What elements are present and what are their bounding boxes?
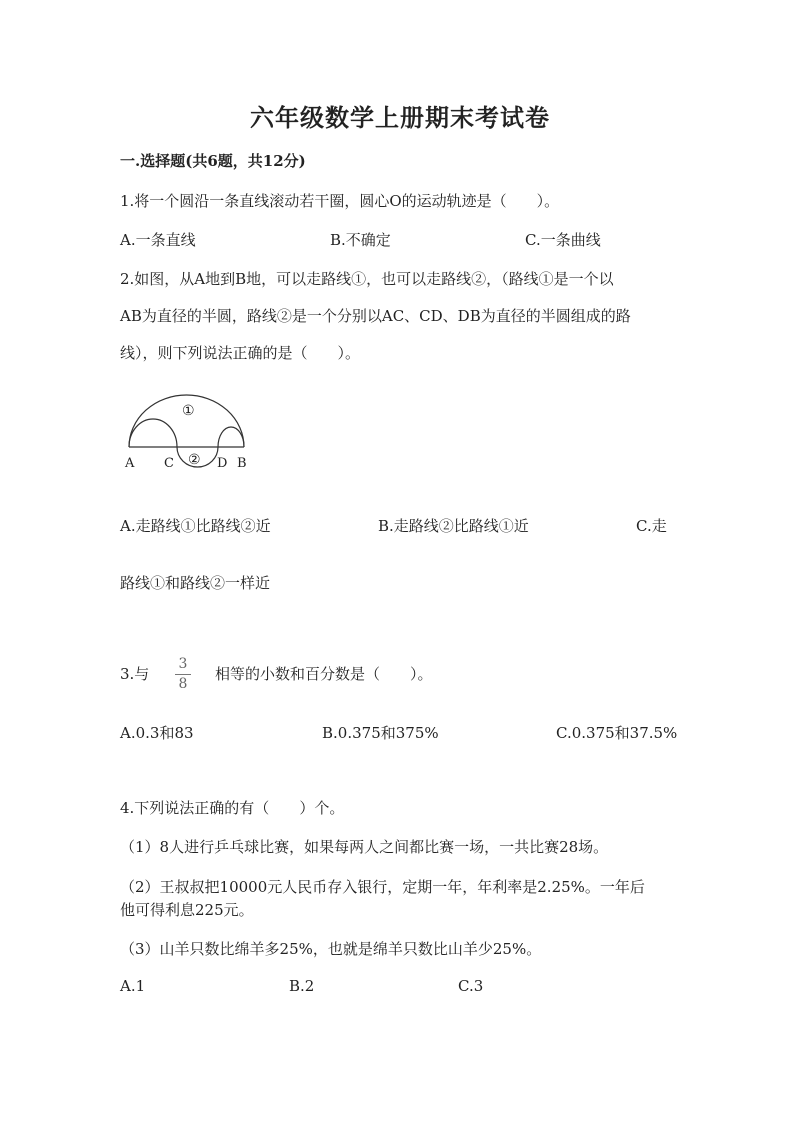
question-4-statement-2: （2）王叔叔把10000元人民币存入银行，定期一年，年利率是2.25%。一年后 bbox=[120, 878, 645, 896]
question-3-suffix: 相等的小数和百分数是（ ）。 bbox=[215, 665, 433, 683]
point-d-label: D bbox=[217, 456, 228, 471]
page-title: 六年级数学上册期末考试卷 bbox=[250, 103, 550, 132]
fraction-three-eighths bbox=[175, 656, 191, 693]
question-4-statement-1: （1）8人进行乒乓球比赛，如果每两人之间都比赛一场，一共比赛28场。 bbox=[120, 838, 609, 856]
question-2-option-c-continued: 路线①和路线②一样近 bbox=[120, 574, 271, 592]
section-heading: 一.选择题(共6题，共12分) bbox=[120, 152, 306, 170]
route-2-arc-ac bbox=[129, 419, 177, 447]
point-b-label: B bbox=[237, 456, 247, 471]
question-2-stem-line-2: AB为直径的半圆，路线②是一个分别以AC、CD、DB为直径的半圆组成的路 bbox=[120, 307, 631, 325]
point-c-label: C bbox=[164, 456, 174, 471]
point-a-label: A bbox=[125, 456, 135, 471]
question-4-option-a: A.1 bbox=[120, 977, 146, 995]
question-4-option-b: B.2 bbox=[289, 977, 315, 995]
question-4-stem: 4.下列说法正确的有（ ）个。 bbox=[120, 799, 345, 817]
question-4-statement-2-continued: 他可得利息225元。 bbox=[120, 901, 254, 919]
question-1-option-b: B.不确定 bbox=[330, 231, 391, 249]
semicircle-routes-figure bbox=[118, 392, 258, 474]
question-1-option-a: A.一条直线 bbox=[120, 231, 196, 249]
question-4-option-c: C.3 bbox=[458, 977, 484, 995]
question-4-statement-3: （3）山羊只数比绵羊多25%，也就是绵羊只数比山羊少25%。 bbox=[120, 940, 542, 958]
question-1-stem: 1.将一个圆沿一条直线滚动若干圈，圆心O的运动轨迹是（ ）。 bbox=[120, 192, 560, 210]
route-1-label: ① bbox=[182, 403, 195, 419]
question-3-option-a: A.0.3和83 bbox=[120, 724, 194, 742]
question-3-prefix: 3.与 bbox=[120, 665, 150, 683]
question-2-option-a: A.走路线①比路线②近 bbox=[120, 517, 271, 535]
question-1-option-c: C.一条曲线 bbox=[525, 231, 601, 249]
question-3-option-c: C.0.375和37.5% bbox=[556, 724, 678, 742]
question-2-option-b: B.走路线②比路线①近 bbox=[378, 517, 529, 535]
fraction-denominator: 8 bbox=[178, 676, 188, 692]
question-3-option-b: B.0.375和375% bbox=[322, 724, 439, 742]
question-2-stem-line-3: 线），则下列说法正确的是（ ）。 bbox=[120, 344, 361, 362]
route-2-arc-db bbox=[218, 427, 244, 447]
fraction-numerator: 3 bbox=[178, 656, 188, 672]
question-2-option-c: C.走 bbox=[636, 517, 667, 535]
route-2-label: ② bbox=[188, 452, 201, 468]
fraction-bar bbox=[175, 674, 191, 675]
question-2-stem-line-1: 2.如图，从A地到B地，可以走路线①，也可以走路线②，（路线①是一个以 bbox=[120, 270, 614, 288]
